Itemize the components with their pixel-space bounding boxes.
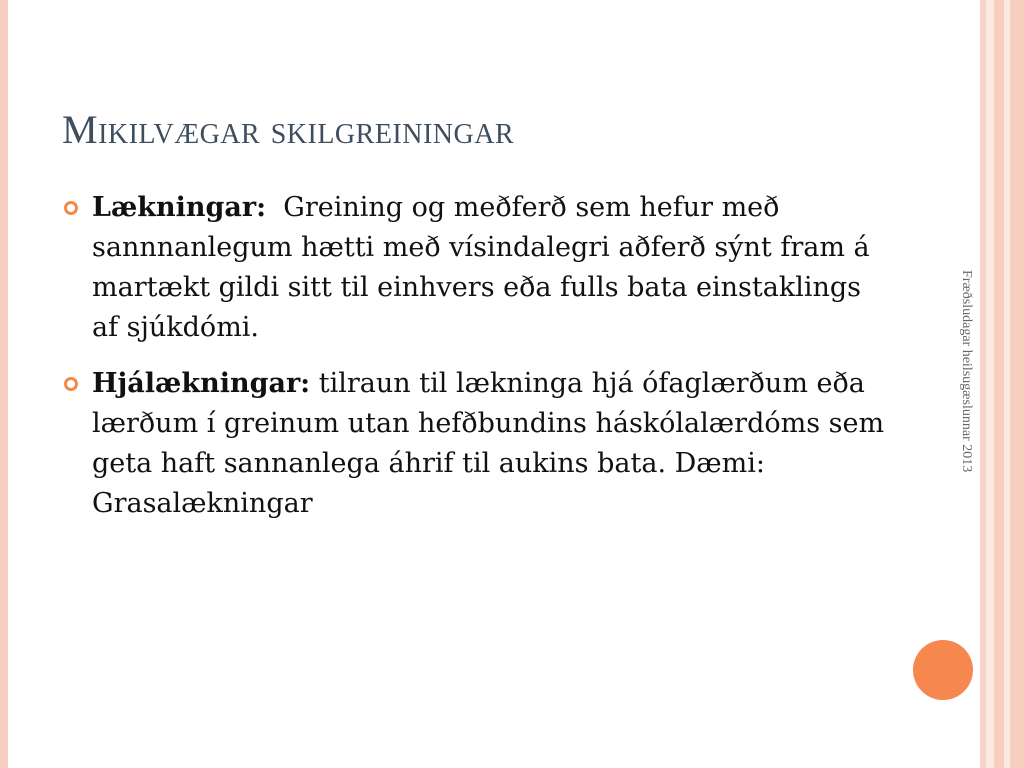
bullet-list xyxy=(62,188,892,540)
bullet-text: Greining og meðferð sem hefur með sannnanlegum hætti með vísindalegri aðferð sýnt fram á martækt gildi sitt til einhvers eða fulls bata einstaklings af sjúkdómi. xyxy=(92,192,870,343)
bullet-circle-icon xyxy=(64,377,78,391)
bullet-item xyxy=(62,188,892,348)
side-footer-label: Fræðsludagar heilsugæslunnar 2013 xyxy=(959,270,974,473)
bullet-circle-icon xyxy=(64,201,78,215)
right-decorative-stripes xyxy=(980,0,1024,768)
bullet-item xyxy=(62,364,892,524)
slide-title: Mikilvægar skilgreiningar xyxy=(62,107,515,152)
bullet-term: Hjálækningar: xyxy=(92,368,311,399)
left-border xyxy=(0,0,8,768)
bullet-text: tilraun til lækninga hjá ófaglærðum eða lærðum í greinum utan hefðbundins háskólalærdóms sem geta haft sannanlega áhrif til aukins bata. Dæmi: Grasalækningar xyxy=(92,368,885,519)
bullet-term: Lækningar: xyxy=(92,192,267,223)
orange-circle-decoration xyxy=(913,640,973,700)
